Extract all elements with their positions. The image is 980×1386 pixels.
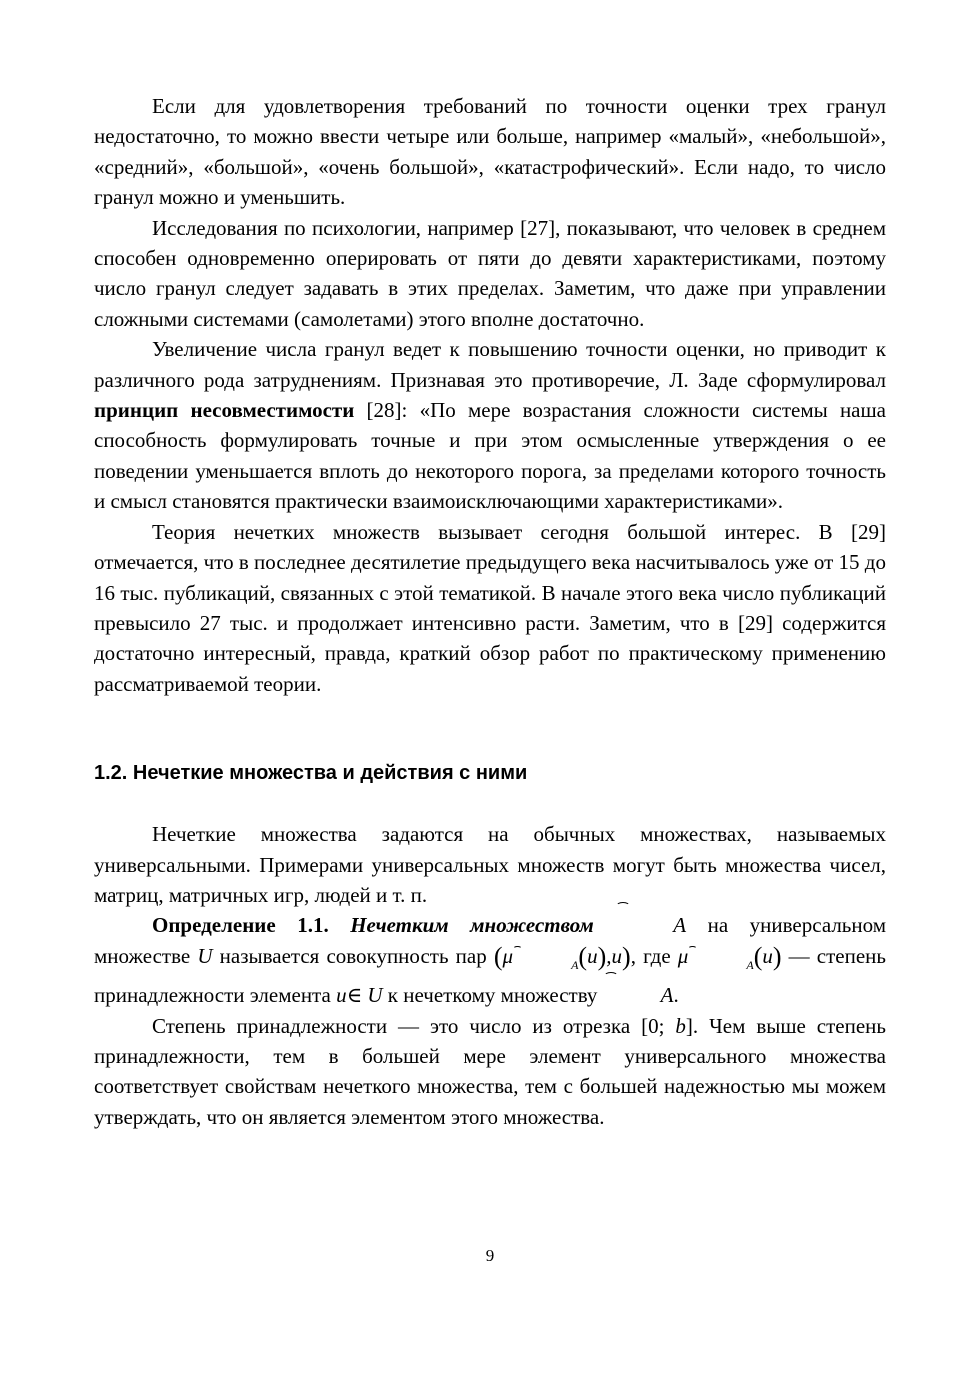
page-number: 9 (485, 1246, 495, 1265)
paragraph-definition: Определение 1.1. Нечетким множеством A на универсальном множестве U называется совокупность пар (μ $_A$(u),u), где μ $_A$(u) — степень принадлежности элемента u∈ U к нечеткому множеству A. (94, 910, 886, 1010)
element-membership: u∈ U (336, 983, 383, 1008)
paragraph-fuzzy-theory-interest: Теория нечетких множеств вызывает сегодня большой интерес. В [29] отмечается, что в последнее десятилетие предыдущего века насчитывалось уже от 15 до 16 тыс. публикаций, связанных с этой тематикой. В начале этого века число публикаций превысило 27 тыс. и продолжает интенсивно расти. Заметим, что в [29] содержится достаточно интересный, правда, краткий обзор работ по практическому применению рассматриваемой теории. (94, 519, 886, 696)
membership-function: μ $_A$(u) (678, 944, 782, 968)
universe-symbol: U (197, 943, 213, 968)
b-symbol: b (675, 1013, 686, 1038)
fuzzy-set-symbol: A (615, 910, 686, 940)
pair-formula: (μ $_A$(u),u) (494, 944, 631, 968)
definition-term: Нечетким множеством (350, 913, 594, 938)
paragraph-psychology: Исследования по психологии, например [27], показывают, что человек в среднем способен одновременно оперировать от пяти до девяти характеристиками, поэтому число гранул следует задавать в этих пределах. Заметим, что даже при управлении сложными системами (самолетами) этого вполне достаточно. (94, 215, 886, 331)
definition-text-2: называется совокупность пар (212, 943, 494, 968)
definition-text-5: к нечеткому множеству (382, 983, 603, 1008)
paragraph-incompatibility-start: Увеличение числа гранул ведет к повышению точности оценки, но приводит к различного рода затруднениям. Признавая это противоречие, Л. Заде сформулировал (94, 337, 886, 392)
section-heading: 1.2. Нечеткие множества и действия с ними (94, 762, 528, 785)
mu-symbol: μ (502, 943, 514, 968)
page-body (94, 91, 886, 1132)
paragraph-granules: Если для удовлетворения требований по точности оценки трех гранул недостаточно, то можно ввести четыре или больше, например «малый», «небольшой», «средний», «большой», «очень большой», «катастрофический». Если надо, то число гранул можно и уменьшить. (94, 94, 886, 210)
definition-text-4: — степень принадлежности элемента (94, 943, 886, 1008)
mu-subscript: A (513, 958, 578, 972)
definition-text-1: на универсальном множестве (94, 913, 887, 968)
incompatibility-principle-term: принцип несовместимости (94, 398, 355, 423)
paragraph-incompatibility (94, 334, 886, 516)
fuzzy-set-symbol-end: A (603, 980, 674, 1010)
definition-text-3: , где (630, 943, 678, 968)
definition-label: Определение 1.1. (152, 913, 329, 938)
paragraph-membership-degree: Степень принадлежности — это число из отрезка [0; b]. Чем выше степень принадлежности, тем в большей мере элемент универсального множества соответствует свойствам нечеткого множества, тем с большей надежностью мы можем утверждать, что он является элементом этого множества. (94, 1013, 886, 1129)
paragraph-incompatibility-end: [28]: «По мере возрастания сложности системы наша способность формулировать точные и при этом осмысленные утверждения о ее поведении уменьшается вплоть до некоторого порога, за пределами которого точность и смысл становятся практически взаимоисключающими характеристиками». (94, 398, 886, 514)
paragraph-universal-sets: Нечеткие множества задаются на обычных множествах, называемых универсальными. Примерами универсальных множеств могут быть множества чисел, матриц, матричных игр, людей и т. п. (94, 822, 886, 907)
